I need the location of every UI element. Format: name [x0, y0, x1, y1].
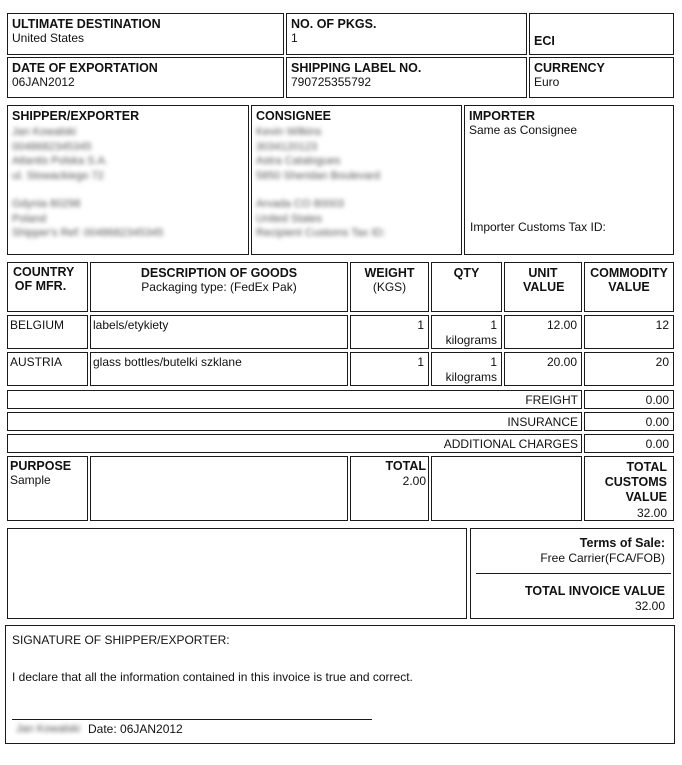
signature-label: SIGNATURE OF SHIPPER/EXPORTER: [12, 633, 230, 647]
eci-label: ECI [534, 34, 555, 48]
total-invoice-value-label: TOTAL INVOICE VALUE [524, 584, 665, 598]
shipping-label-box [286, 57, 527, 98]
row2-commodity-value [584, 352, 674, 386]
country-header-text: COUNTRY OF MFR. [13, 265, 75, 293]
currency-label: CURRENCY [534, 61, 605, 75]
row1-country-text: BELGIUM [10, 318, 65, 332]
row2-qty-text: 1 [490, 355, 497, 369]
ultimate-destination-label: ULTIMATE DESTINATION [12, 17, 161, 31]
row1-commodity-value [584, 315, 674, 349]
consignee-line [256, 183, 457, 197]
date-of-exportation-value: 06JAN2012 [12, 75, 75, 89]
row2-weight-text: 1 [417, 355, 424, 369]
no-of-pkgs-box [286, 13, 527, 55]
shipper-line: ul. Slowackiego 72 [12, 169, 104, 182]
additional-charges-value: 0.00 [645, 437, 669, 451]
insurance-label-box [7, 412, 582, 431]
row1-unit-value-text: 12.00 [546, 318, 577, 332]
header-description [90, 262, 348, 312]
importer-value: Same as Consignee [469, 123, 578, 137]
insurance-label: INSURANCE [507, 415, 578, 429]
consignee-line: Recipient Customs Tax ID: [256, 227, 386, 239]
currency-value: Euro [534, 75, 560, 89]
row2-qty-unit: kilograms [445, 370, 497, 384]
total-customs-value-label: TOTAL CUSTOMS VALUE [604, 460, 667, 504]
date-of-exportation-label: DATE OF EXPORTATION [12, 61, 158, 75]
purpose-box [7, 456, 88, 521]
row2-country-text: AUSTRIA [10, 355, 63, 369]
consignee-line: Astra Catalogues [256, 155, 341, 167]
row1-weight-text: 1 [417, 318, 424, 332]
shipping-label-no-value: 790725355792 [291, 75, 372, 89]
additional-charges-value-box [584, 434, 674, 453]
signer-name: Jan Kowalski [16, 723, 81, 735]
description-header-text: DESCRIPTION OF GOODS [140, 266, 298, 280]
purpose-blank-box [90, 456, 348, 521]
eci-box [529, 13, 674, 55]
row1-unit-value [504, 315, 582, 349]
consignee-line: 5850 Sheridan Boulevard [256, 169, 381, 182]
row1-commodity-value-text: 12 [655, 318, 669, 332]
total-invoice-value: 32.00 [634, 599, 665, 613]
insurance-value: 0.00 [645, 415, 669, 429]
importer-tax-id-label: Importer Customs Tax ID: [470, 220, 606, 234]
shipper-line: Jan Kowalski [12, 126, 77, 138]
row2-unit-value [504, 352, 582, 386]
shipper-line: Shipper's Ref: 0048682345345 [12, 227, 164, 239]
freight-value: 0.00 [645, 393, 669, 407]
row2-country [7, 352, 88, 386]
shipper-line: Atlantis Polska S.A. [12, 155, 108, 167]
row2-description [90, 352, 348, 386]
consignee-line: United States [256, 212, 323, 225]
consignee-label: CONSIGNEE [256, 109, 332, 123]
row1-qty-unit: kilograms [445, 333, 497, 347]
shipper-exporter-box [7, 105, 249, 255]
importer-box [464, 105, 674, 255]
header-unit-value [504, 262, 582, 312]
shipper-line: 0048682345345 [12, 140, 92, 153]
signature-date: Date: 06JAN2012 [88, 722, 183, 736]
shipping-label-no-label: SHIPPING LABEL NO. [291, 61, 422, 75]
no-of-pkgs-value: 1 [291, 31, 298, 45]
commodity-value-header-text: COMMODITY VALUE [590, 266, 668, 294]
no-of-pkgs-label: NO. OF PKGS. [291, 17, 377, 31]
signature-box [5, 625, 675, 744]
signature-line [12, 719, 372, 720]
total-weight-box [350, 456, 429, 521]
unit-value-header-text: UNIT VALUE [523, 266, 565, 294]
header-commodity-value [584, 262, 674, 312]
importer-label: IMPORTER [469, 109, 535, 123]
consignee-line: 3034120123 [256, 140, 318, 153]
shipper-line: Gdynia 80298 [12, 198, 81, 210]
header-country [7, 262, 88, 312]
consignee-line: Arvada CO 80003 [256, 198, 345, 210]
freight-label-box [7, 390, 582, 409]
header-qty [431, 262, 502, 312]
row1-qty [431, 315, 502, 349]
row1-qty-text: 1 [490, 318, 497, 332]
row2-weight [350, 352, 429, 386]
total-weight-label: TOTAL [385, 459, 426, 473]
freight-value-box [584, 390, 674, 409]
row2-unit-value-text: 20.00 [546, 355, 577, 369]
declaration-text: I declare that all the information contained in this invoice is true and correct. [12, 670, 413, 684]
total-weight-value: 2.00 [402, 474, 426, 488]
row2-description-text: glass bottles/butelki szklane [93, 355, 242, 369]
insurance-value-box [584, 412, 674, 431]
qty-header-text: QTY [453, 266, 480, 280]
total-customs-value-box [584, 456, 674, 521]
currency-box [529, 57, 674, 98]
total-customs-value: 32.00 [636, 506, 667, 520]
terms-of-sale-value: Free Carrier(FCA/FOB) [540, 551, 665, 565]
row1-description [90, 315, 348, 349]
date-of-exportation-box [7, 57, 284, 98]
additional-charges-label: ADDITIONAL CHARGES [443, 437, 578, 451]
row2-qty [431, 352, 502, 386]
shipper-line: Poland [12, 212, 47, 225]
header-weight [350, 262, 429, 312]
terms-of-sale-box [470, 528, 674, 619]
ultimate-destination-value: United States [12, 31, 85, 45]
weight-unit-text: (KGS) [372, 280, 407, 294]
consignee-box [251, 105, 462, 255]
terms-divider [476, 573, 671, 574]
row2-commodity-value-text: 20 [655, 355, 669, 369]
shipper-line [12, 183, 244, 197]
purpose-label: PURPOSE [10, 459, 72, 473]
terms-blank-box [7, 528, 467, 619]
terms-of-sale-label: Terms of Sale: [579, 536, 665, 550]
freight-label: FREIGHT [525, 393, 578, 407]
row1-country [7, 315, 88, 349]
shipper-exporter-label: SHIPPER/EXPORTER [12, 109, 140, 123]
row1-description-text: labels/etykiety [93, 318, 169, 332]
totals-blank-box [431, 456, 582, 521]
consignee-line: Kevin Wilkins [256, 126, 322, 138]
additional-charges-label-box [7, 434, 582, 453]
purpose-value: Sample [10, 473, 51, 487]
weight-header-text: WEIGHT [364, 266, 415, 280]
ultimate-destination-box [7, 13, 284, 55]
packaging-type-text: Packaging type: (FedEx Pak) [141, 280, 297, 294]
row1-weight [350, 315, 429, 349]
